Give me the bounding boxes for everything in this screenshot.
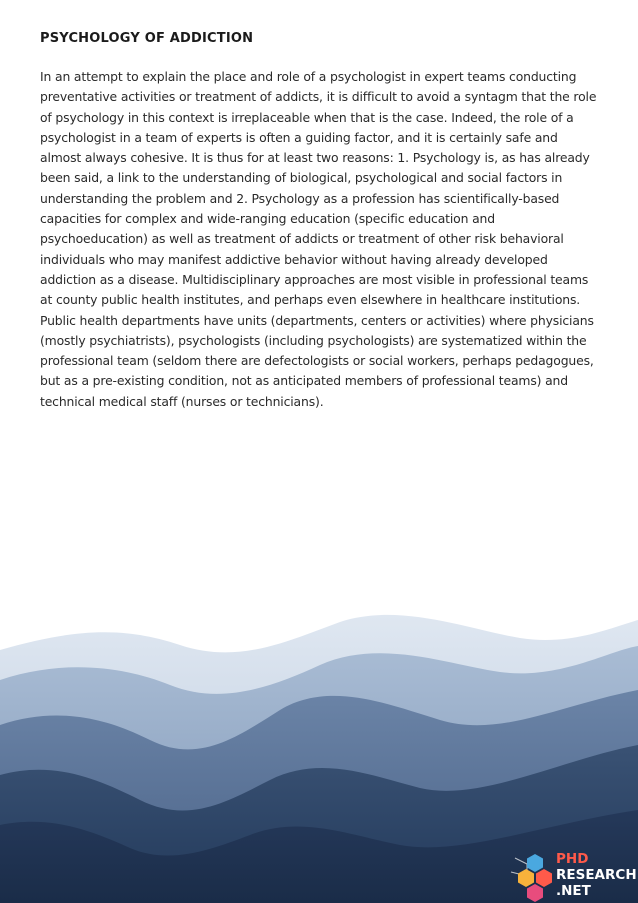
brand-line-net: .NET: [556, 883, 591, 899]
brand-logo-text: [556, 851, 637, 899]
body-paragraph: In an attempt to explain the place and role of a psychologist in expert teams conducting preventative activities or treatment of addicts, it is difficult to avoid a syntagm that the role of psychology in this context is irreplaceable when that is the case. Indeed, the role of a psychologist in a team of experts is often a guiding factor, and it is certainly safe and almost always cohesive. It is thus for at least two reasons: 1. Psychology is, as has already been said, a link to the understanding of biological, psychological and social factors in understanding the problem and 2. Psychology as a profession has scientifically-based capacities for complex and wide-ranging education (specific education and psychoeducation) as well as treatment of addicts or treatment of other risk behavioral individuals who may manifest addictive behavior without having already developed addiction as a disease. Multidisciplinary approaches are most visible in professional teams at county public health institutes, and perhaps even elsewhere in healthcare institutions. Public health departments have units (departments, centers or activities) where physicians (mostly psychiatrists), psychologists (including psychologists) are systematized within the professional team (seldom there are defectologists or social workers, perhaps pedagogues, but as a pre-existing condition, not as anticipated members of professional teams) and technical medical staff (nurses or technicians).: [40, 69, 597, 409]
brand-line-research: RESEARCH: [556, 867, 637, 883]
brand-line-phd: PHD: [556, 851, 589, 867]
section-heading: PSYCHOLOGY OF ADDICTION: [40, 31, 254, 46]
